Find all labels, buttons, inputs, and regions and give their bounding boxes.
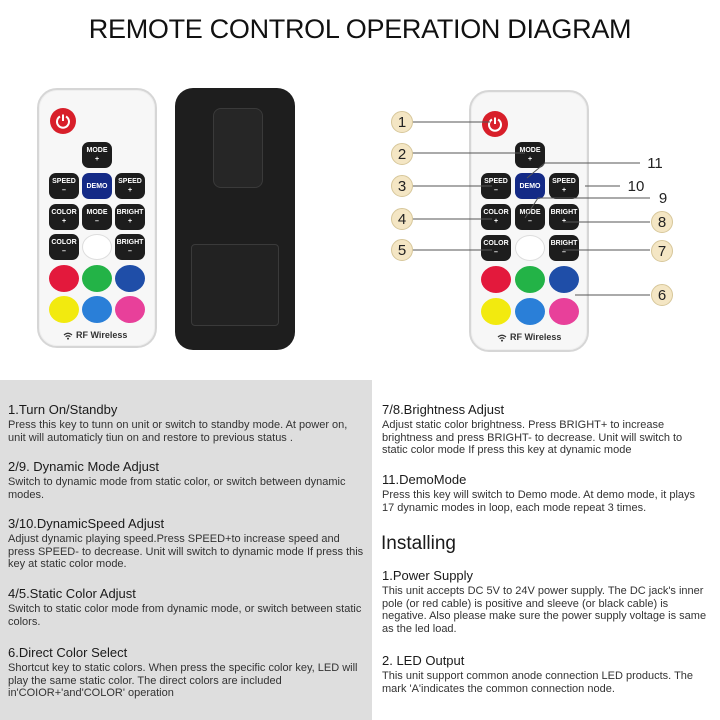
speed-minus-label: SPEED –: [484, 178, 508, 194]
mode-minus-label: MODE –: [519, 209, 541, 225]
instructions-right-panel: [372, 380, 720, 720]
bright-minus-label: BRIGHT –: [550, 240, 578, 256]
speed-plus-label: SPEED +: [118, 178, 142, 194]
callout-8: 8: [651, 211, 673, 233]
mode-plus-label: MODE +: [519, 147, 541, 163]
section-title: 1.Turn On/Standby: [8, 402, 118, 417]
section-power-supply: [382, 568, 710, 635]
color-plus-label: COLOR +: [483, 209, 509, 225]
callout-6: 6: [651, 284, 673, 306]
section-direct-color: [8, 645, 364, 700]
color-plus-label: COLOR +: [51, 209, 77, 225]
section-title: 7/8.Brightness Adjust: [382, 402, 505, 417]
section-title: 11.DemoMode: [382, 472, 467, 487]
section-body: Adjust dynamic playing speed.Press SPEED+to increase speed and press SPEED- to decrease. Unit will switch to dynamic mode If press this key at static color mode.: [8, 533, 364, 570]
callout-9: 9: [658, 189, 668, 207]
section-title: 3/10.DynamicSpeed Adjust: [8, 516, 165, 531]
callout-10: 10: [627, 177, 645, 195]
color-minus-label: COLOR –: [51, 239, 77, 255]
section-title: 4/5.Static Color Adjust: [8, 586, 136, 601]
rf-wireless-label: RF Wireless: [63, 330, 127, 340]
section-led-output: [382, 653, 710, 695]
callout-5: 5: [391, 239, 413, 261]
section-turn-on: [8, 402, 364, 444]
section-title: 6.Direct Color Select: [8, 645, 128, 660]
section-body: Shortcut key to static colors. When press the specific color key, LED will play the same static color. The direct colors are included in'COIOR+'and'COLOR' operation: [8, 662, 358, 699]
page-title: REMOTE CONTROL OPERATION DIAGRAM: [88, 14, 632, 44]
section-dynamic-mode: [8, 459, 364, 501]
section-body: Press this key to tunn on unit or switch to standby mode. At power on, unit will automaticly tiun on and restore to previous status .: [8, 419, 348, 444]
rf-wireless-label: RF Wireless: [497, 332, 561, 342]
bright-plus-label: BRIGHT +: [116, 209, 144, 225]
installing-heading: Installing: [381, 533, 456, 554]
instructions-left-panel: [0, 380, 372, 720]
callout-4: 4: [391, 208, 413, 230]
section-body: Switch to static color mode from dynamic mode, or switch between static colors.: [8, 603, 362, 628]
section-title: 2. LED Output: [382, 653, 465, 668]
bright-plus-label: BRIGHT +: [550, 209, 578, 225]
mode-minus-label: MODE –: [86, 209, 108, 225]
section-static-color: [8, 586, 364, 628]
section-body: This unit accepts DC 5V to 24V power supply. The DC jack's inner pole (or red cable) is positive and sleeve (or black cable) is negative. Also please make sure the power supply voltage is same as the led load.: [382, 585, 707, 635]
mode-plus-label: MODE +: [86, 147, 108, 163]
callout-2: 2: [391, 143, 413, 165]
speed-plus-label: SPEED +: [552, 178, 576, 194]
section-brightness: [382, 402, 710, 457]
section-demo-mode: [382, 472, 710, 514]
section-title: 1.Power Supply: [382, 568, 474, 583]
callout-7: 7: [651, 240, 673, 262]
callout-1: 1: [391, 111, 413, 133]
bright-minus-label: BRIGHT –: [116, 239, 144, 255]
demo-label: DEMO: [86, 182, 108, 190]
callout-3: 3: [391, 175, 413, 197]
section-title: 2/9. Dynamic Mode Adjust: [8, 459, 160, 474]
section-body: Adjust static color brightness. Press BRIGHT+ to increase brightness and press BRIGHT- to decrease. Unit will switch to static color mode If press this key at dynamic mode: [382, 419, 683, 456]
callout-11: 11: [647, 154, 663, 172]
section-body: Press this key will switch to Demo mode. At demo mode, it plays 17 dynamic modes in loop, each mode repeat 3 times.: [382, 489, 696, 514]
section-body: Switch to dynamic mode from static color, or switch between dynamic modes.: [8, 476, 346, 501]
section-dynamic-speed: [8, 516, 364, 571]
speed-minus-label: SPEED –: [52, 178, 76, 194]
color-minus-label: COLOR –: [483, 240, 509, 256]
section-body: This unit support common anode connection LED products. The mark 'A'indicates the common connection node.: [382, 670, 694, 695]
demo-label: DEMO: [519, 182, 541, 190]
